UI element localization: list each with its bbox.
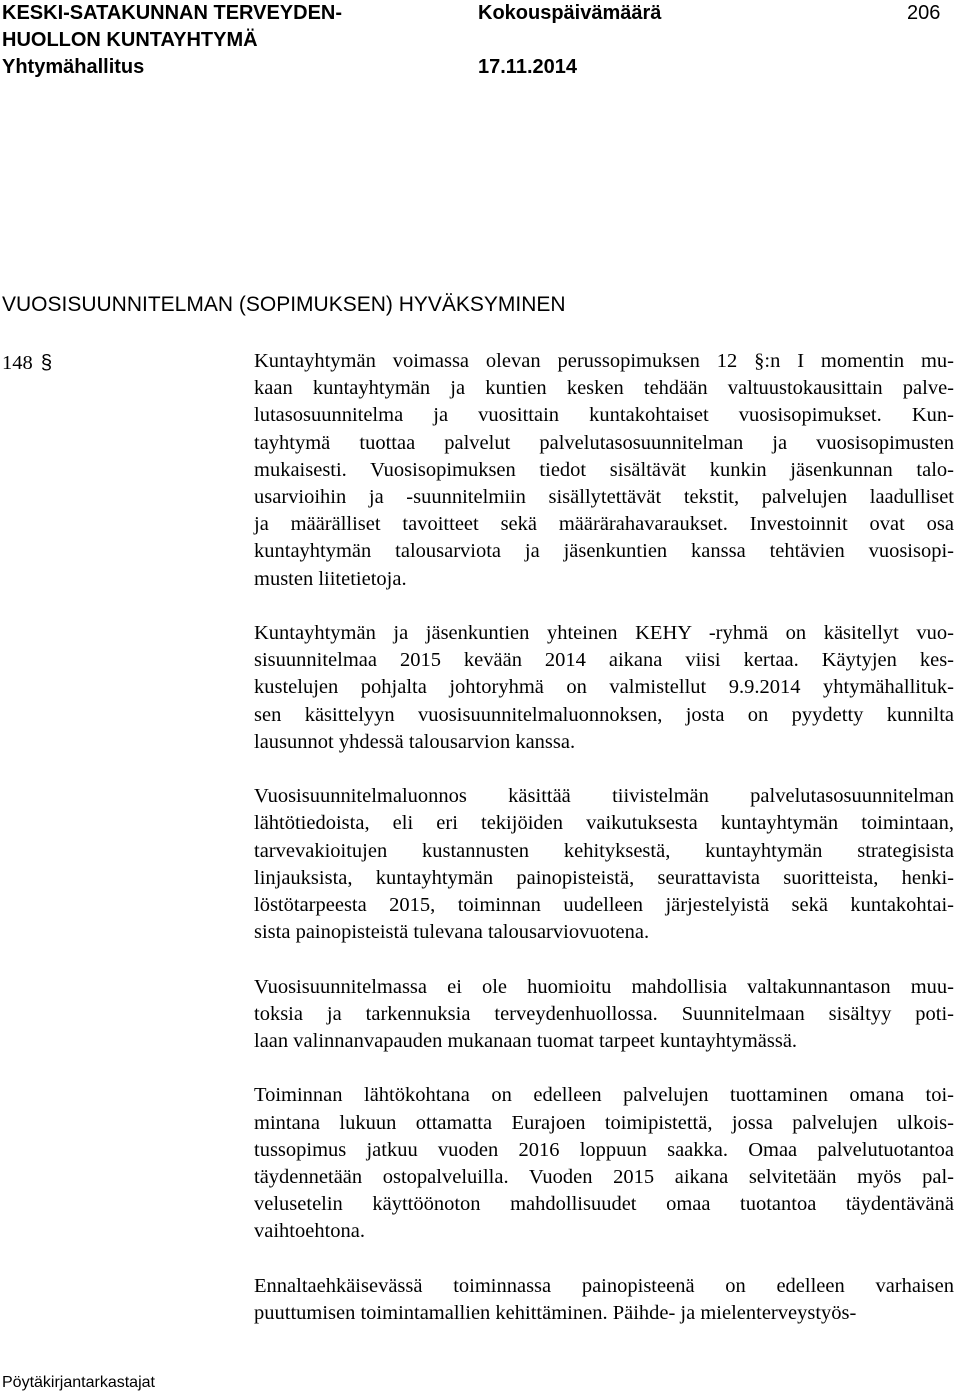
body-paragraph (254, 348, 954, 593)
paragraph-line: puuttumisen toimintamallien kehittäminen. Päihde- ja mielenterveystyös- (254, 1302, 857, 1325)
paragraph-line: usarvioihin ja -suunnitelmiin sisällytettävät tekstit, palvelujen laadulliset (254, 486, 954, 509)
paragraph-line: lausunnot yhdessä talousarvion kanssa. (254, 730, 576, 753)
paragraph-line: Toiminnan lähtökohtana on edelleen palvelujen tuottaminen omana toi- (254, 1084, 954, 1107)
document-body (254, 348, 954, 1354)
org-line-2: HUOLLON KUNTAYHTYMÄ (2, 29, 258, 51)
paragraph-line: Kuntayhtymän voimassa olevan perussopimuksen 12 §:n I momentin mu- (254, 350, 954, 372)
body-paragraph (254, 620, 954, 756)
organization-name (2, 0, 342, 81)
paragraph-line: toksia ja tarkennuksia terveydenhuollossa. Suunnitelmaan sisältyy poti- (254, 1002, 954, 1025)
org-line-1: KESKI-SATAKUNNAN TERVEYDEN- (2, 2, 343, 24)
paragraph-line: tarvevakioitujen kustannusten kehityksestä, kuntayhtymän strategisista (254, 839, 954, 862)
paragraph-line: Vuosisuunnitelmaluonnos käsittää tiivistelmän palvelutasosuunnitelman (254, 785, 954, 808)
paragraph-line: sen käsittelyyn vuosisuunnitelmaluonnoksen, josta on pyydetty kunnilta (254, 703, 954, 726)
paragraph-line: vaihtoehtona. (254, 1220, 366, 1243)
paragraph-line: musten liitetietoja. (254, 567, 407, 590)
body-paragraph (254, 783, 954, 946)
date-label: Kokouspäivämäärä (478, 2, 662, 24)
body-paragraph (254, 1273, 954, 1327)
paragraph-line: laan valinnanvapauden mukanaan tuomat tarpeet kuntayhtymässä. (254, 1030, 798, 1053)
paragraph-line: velusetelin käyttöönoton mahdollisuudet omaa tuotantoa täydentävänä (254, 1193, 954, 1216)
paragraph-line: sista painopisteistä tulevana talousarviovuotena. (254, 921, 650, 944)
paragraph-line: löstötarpeesta 2015, toiminnan uudelleen järjestelyistä sekä kuntakohtai- (254, 894, 954, 917)
paragraph-line: mukaisesti. Vuosisopimuksen tiedot sisältävät kunkin jäsenkunnan talo- (254, 458, 954, 481)
paragraph-line: mintana lukuun ottamatta Eurajoen toimipistettä, jossa palvelujen ulkois- (254, 1111, 954, 1134)
paragraph-line: linjauksista, kuntayhtymän painopisteistä, seurattavista suoritteista, henki- (254, 866, 954, 889)
footer-label: Pöytäkirjantarkastajat (2, 1374, 155, 1391)
paragraph-line: kuntayhtymän talousarviota ja jäsenkuntien kanssa tehtävien vuosisopi- (254, 540, 954, 563)
paragraph-line: Kuntayhtymän ja jäsenkuntien yhteinen KEHY -ryhmä on käsitellyt vuo- (254, 622, 954, 645)
paragraph-line: kustelujen pohjalta johtoryhmä on valmistellut 9.9.2014 yhtymähallituk- (254, 676, 954, 699)
document-title: VUOSISUUNNITELMAN (SOPIMUKSEN) HYVÄKSYMINEN (2, 293, 566, 316)
body-paragraph (254, 1082, 954, 1245)
page-number: 206 (907, 2, 941, 24)
paragraph-line: Vuosisuunnitelmassa ei ole huomioitu mahdollisia valtakunnantason muu- (254, 975, 954, 998)
paragraph-line: lähtötiedoista, eli eri tekijöiden vaikutuksesta kuntayhtymän toimintaan, (254, 812, 954, 835)
paragraph-line: Ennaltaehkäisevässä toiminnassa painopisteenä on edelleen varhaisen (254, 1274, 954, 1297)
paragraph-line: tayhtymä tuottaa palvelut palvelutasosuunnitelman ja vuosisopimusten (254, 431, 954, 454)
body-paragraph (254, 974, 954, 1056)
paragraph-line: tussopimus jatkuu vuoden 2016 loppuun saakka. Omaa palvelutuotantoa (254, 1138, 954, 1161)
section-number (2, 351, 52, 375)
date-value: 17.11.2014 (478, 56, 577, 78)
meeting-date-block (478, 0, 661, 81)
paragraph-line: sisuunnitelmaa 2015 kevään 2014 aikana viisi kertaa. Käytyjen kes- (254, 649, 954, 672)
paragraph-line: ja määrälliset tavoitteet sekä määrärahavaraukset. Investoinnit ovat osa (254, 513, 954, 536)
org-line-3: Yhtymähallitus (2, 56, 145, 78)
paragraph-line: täydennetään ostopalveluilla. Vuoden 2015 aikana selvitetään myös pal- (254, 1166, 954, 1189)
paragraph-line: kaan kuntayhtymän ja kuntien kesken tehdään valtuustokausittain palve- (254, 377, 954, 400)
paragraph-line: lutasosuunnitelma ja vuosittain kuntakohtaiset vuosisopimukset. Kun- (254, 404, 954, 427)
section-number-value: 148 (2, 352, 33, 374)
section-symbol: § (40, 351, 53, 374)
